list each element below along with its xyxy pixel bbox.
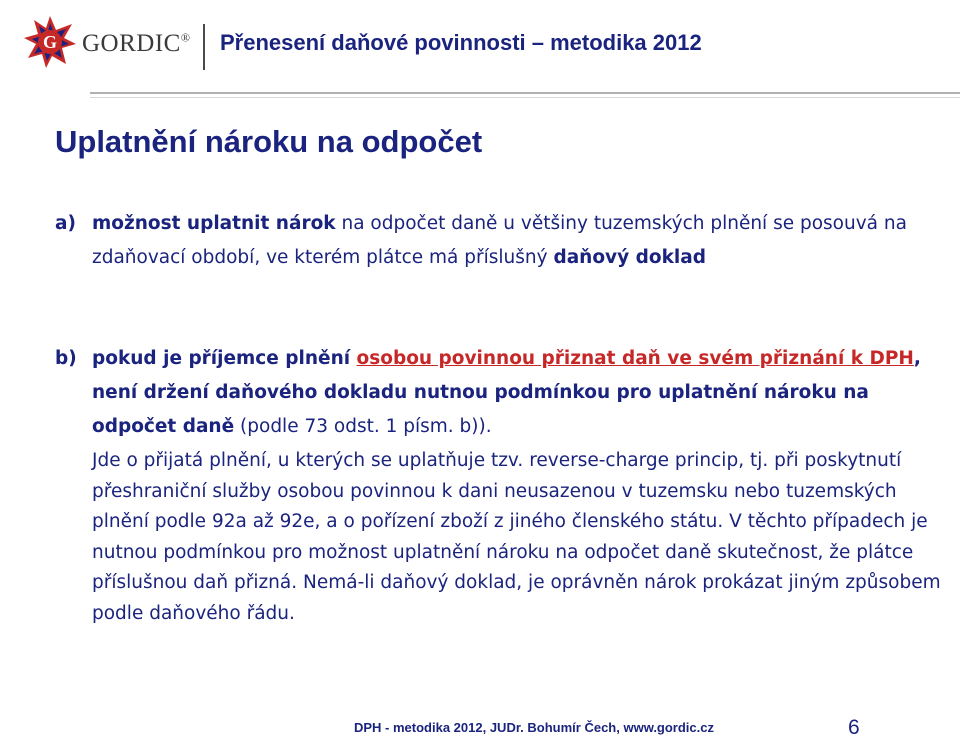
gordic-logo-icon (22, 14, 78, 70)
list-item-a-text (92, 207, 945, 275)
header-divider (203, 24, 205, 70)
item-b-tail: (podle 73 odst. 1 písm. b)). (234, 416, 492, 437)
item-a-tail: daňový doklad (553, 247, 706, 268)
slide-header (0, 0, 960, 96)
list-item-b (55, 342, 945, 444)
item-a-lead: možnost uplatnit nárok (92, 213, 336, 234)
page-number: 6 (848, 716, 860, 739)
list-item-b-text (92, 342, 945, 444)
item-a-text: na odpočet daně u většiny tuzemských plnění se posouvá na zdaňovací období, ve kterém plátce má příslušný (92, 213, 907, 268)
list-marker-a: a) (55, 213, 76, 234)
page-title: Uplatnění nároku na odpočet (55, 124, 483, 159)
item-b-middle: , není držení daňového dokladu nutnou podmínkou pro uplatnění nároku na odpočet daně (92, 348, 921, 437)
list-item-a (55, 207, 945, 275)
item-b-lead: pokud je příjemce plnění (92, 348, 357, 369)
logo-letter: G (42, 32, 58, 52)
item-b-link[interactable]: osobou povinnou přiznat daň ve svém přiznání k DPH (356, 348, 914, 369)
header-title: Přenesení daňové povinnosti – metodika 2012 (220, 30, 702, 55)
list-marker-b: b) (55, 348, 77, 369)
explanation-paragraph: Jde o přijatá plnění, u kterých se uplatňuje tzv. reverse-charge princip, tj. při poskytnutí přeshraniční služby osobou povinnou k dani neusazenou v tuzemsku nebo tuzemských plnění podle 92a až 92e, a o pořízení zboží z jiného členského státu. V těchto případech je nutnou podmínkou pro možnost uplatnění nároku na odpočet daně skutečnost, že plátce příslušnou daň přizná. Nemá-li daňový doklad, je oprávněn nárok prokázat jiným způsobem podle daňového řádu. (92, 450, 941, 624)
footer-text: DPH - metodika 2012, JUDr. Bohumír Čech, www.gordic.cz (354, 720, 714, 735)
header-rule-thin (90, 97, 960, 98)
logo-wordmark: GORDIC® (82, 30, 191, 57)
header-rule (90, 92, 960, 94)
